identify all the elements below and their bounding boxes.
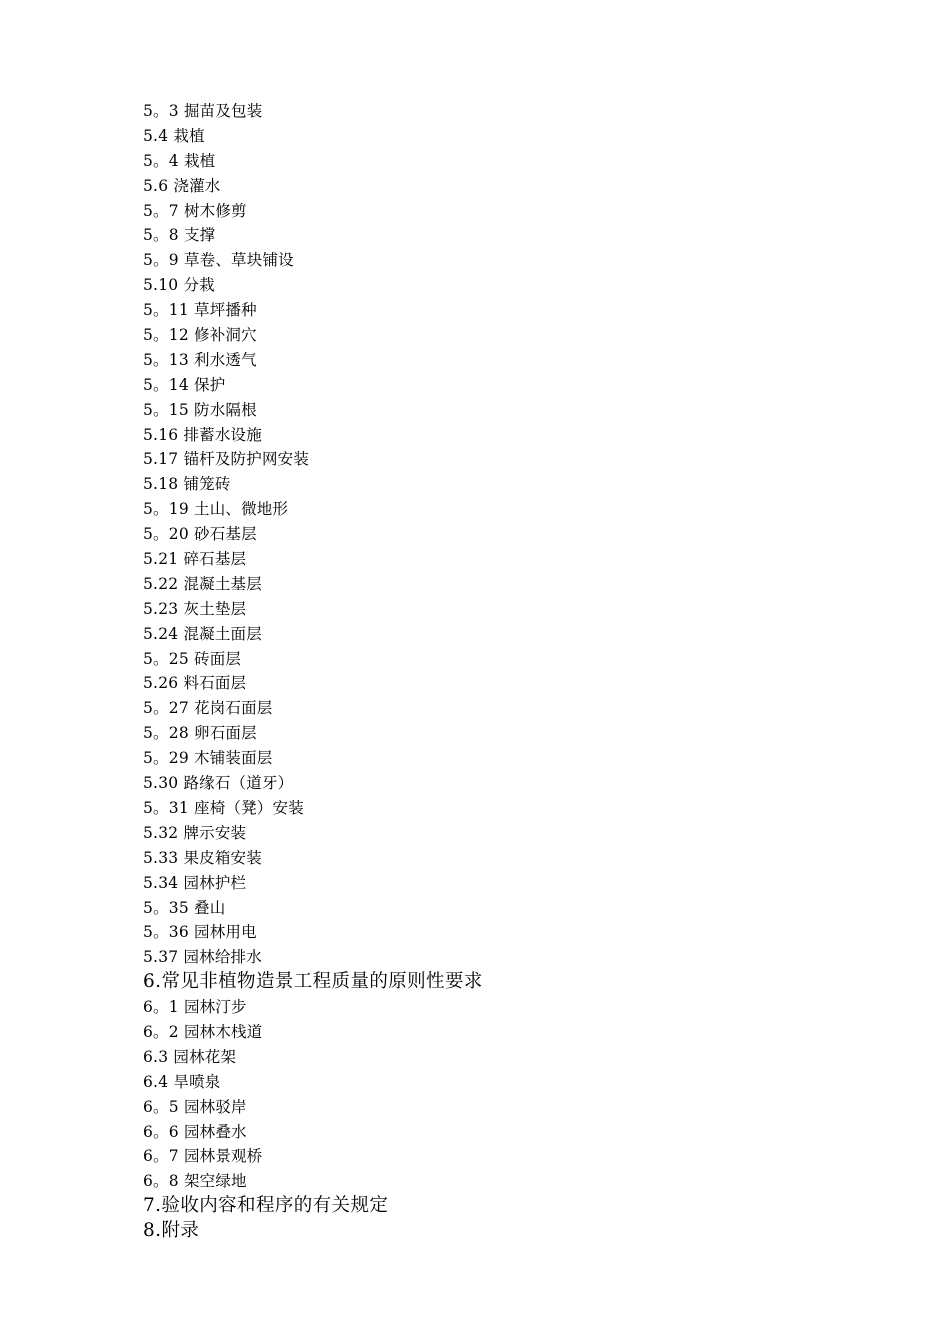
toc-entry: 5.34 园林护栏: [143, 873, 247, 892]
table-of-contents: [143, 99, 483, 1244]
toc-entry: 5。7 树木修剪: [143, 201, 247, 220]
toc-entry: 5。36 园林用电: [143, 923, 257, 942]
toc-entry: 5。3 掘苗及包装: [143, 102, 263, 120]
toc-entry: 5。28 卵石面层: [143, 724, 257, 743]
toc-entry: 5。35 叠山: [143, 898, 226, 917]
toc-entry: 5。15 防水隔根: [143, 400, 257, 419]
toc-entry: 6。5 园林驳岸: [143, 1097, 247, 1116]
toc-entry: 6.4 旱喷泉: [143, 1072, 221, 1091]
toc-entry: 5.30 路缘石（道牙）: [143, 774, 294, 793]
toc-entry: 5。8 支撑: [143, 226, 216, 245]
toc-entry: 6。7 园林景观桥: [143, 1147, 263, 1166]
toc-entry: 5。4 栽植: [143, 151, 216, 170]
toc-entry: 6.3 园林花架: [143, 1047, 237, 1066]
toc-entry: 6。2 园林木栈道: [143, 1022, 263, 1041]
toc-entry: 5.18 铺笼砖: [143, 475, 231, 494]
toc-section-heading: 7.验收内容和程序的有关规定: [143, 1195, 389, 1217]
toc-entry: 5。20 砂石基层: [143, 525, 257, 544]
toc-entry: 5。31 座椅（凳）安装: [143, 798, 304, 817]
toc-entry: 6。8 架空绿地: [143, 1172, 247, 1191]
toc-entry: 5。14 保护: [143, 375, 226, 394]
toc-entry: 5.17 锚杆及防护网安装: [143, 450, 310, 469]
toc-entry: 5.21 碎石基层: [143, 550, 247, 569]
toc-entry: 5。13 利水透气: [143, 350, 257, 369]
toc-entry: 5.16 排蓄水设施: [143, 425, 262, 444]
toc-entry: 5.33 果皮箱安装: [143, 848, 262, 867]
toc-entry: 5.4 栽植: [143, 126, 205, 145]
toc-entry: 6。6 园林叠水: [143, 1122, 247, 1141]
toc-entry: 5.26 料石面层: [143, 674, 247, 693]
toc-entry: 5.10 分栽: [143, 276, 215, 295]
toc-entry: 5.23 灰土垫层: [143, 599, 247, 618]
toc-entry: 5.32 牌示安装: [143, 823, 247, 842]
toc-entry: 5。11 草坪播种: [143, 301, 257, 320]
toc-entry: 5.24 混凝土面层: [143, 624, 262, 643]
toc-entry: 5.37 园林给排水: [143, 948, 262, 967]
toc-entry: 5。9 草卷、草块铺设: [143, 251, 294, 270]
toc-entry: 6。1 园林汀步: [143, 998, 247, 1017]
toc-entry: 5。25 砖面层: [143, 649, 242, 668]
toc-entry: 5。12 修补洞穴: [143, 326, 257, 345]
toc-section-heading: 8.附录: [143, 1220, 200, 1242]
toc-entry: 5。27 花岗石面层: [143, 699, 273, 718]
toc-entry: 5.22 混凝土基层: [143, 574, 262, 593]
toc-section-heading: 6.常见非植物造景工程质量的原则性要求: [143, 971, 483, 993]
toc-entry: 5。19 土山、微地形: [143, 500, 289, 519]
toc-entry: 5.6 浇灌水: [143, 176, 221, 195]
toc-entry: 5。29 木铺装面层: [143, 749, 273, 768]
